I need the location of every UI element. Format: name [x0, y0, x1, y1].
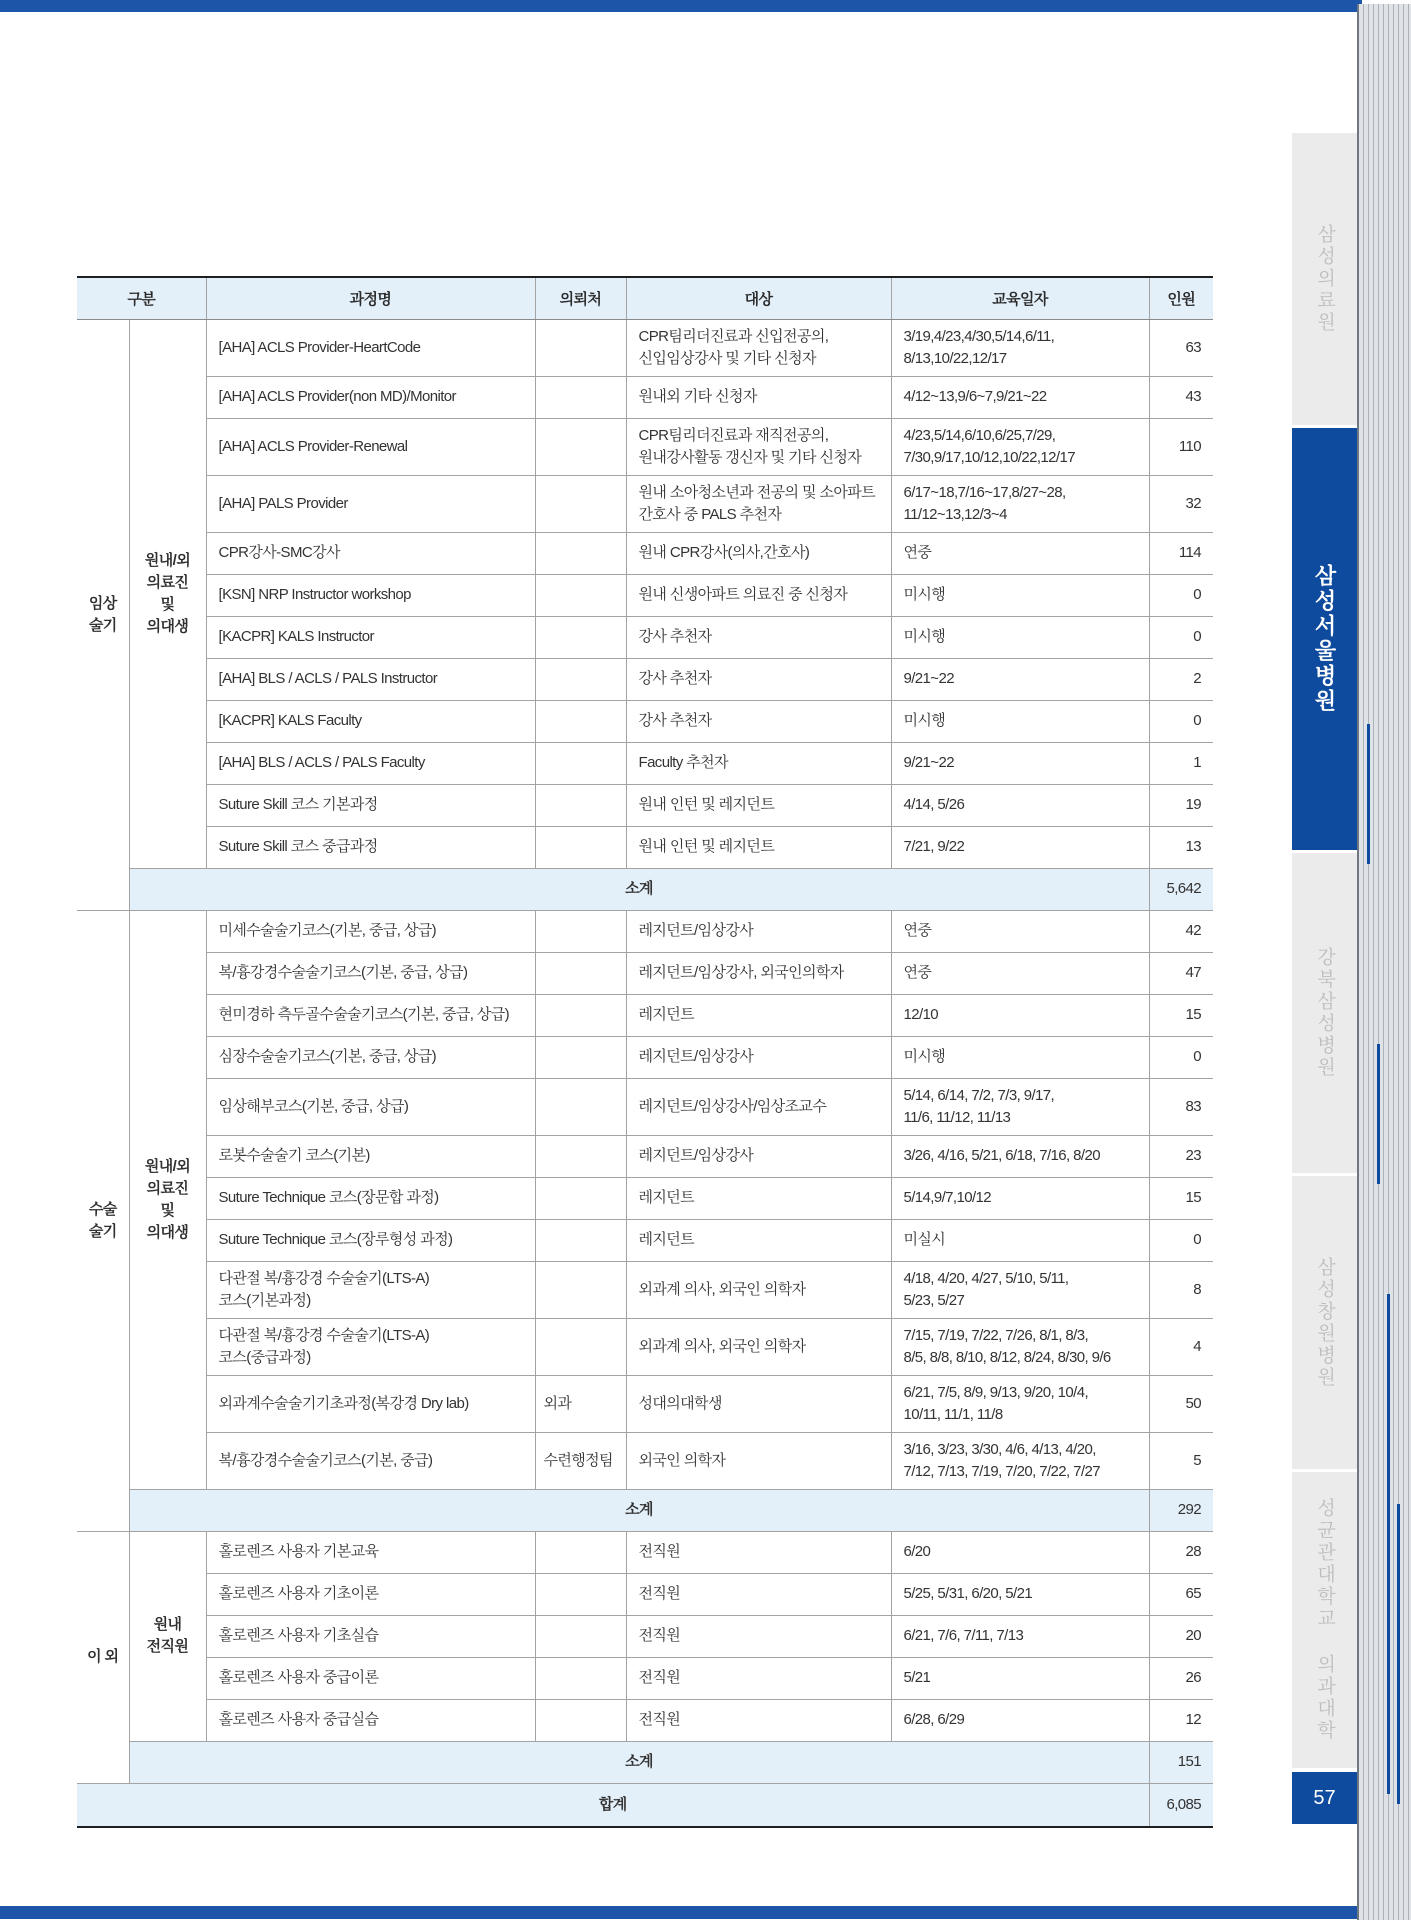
course-cell: 로봇수술술기 코스(기본) — [206, 1135, 535, 1177]
course-cell: [AHA] ACLS Provider-HeartCode — [206, 319, 535, 376]
count-cell: 65 — [1149, 1573, 1213, 1615]
requester-cell — [535, 1699, 626, 1741]
dates-cell: 12/10 — [891, 994, 1149, 1036]
target-cell: 외과계 의사, 외국인 의학자 — [626, 1318, 891, 1375]
side-tab-samsung-changwon-hospital — [1292, 1176, 1357, 1469]
course-cell: [KACPR] KALS Faculty — [206, 700, 535, 742]
course-cell: 홀로렌즈 사용자 기초이론 — [206, 1573, 535, 1615]
target-cell: 레지던트/임상강사 — [626, 1135, 891, 1177]
target-cell: 레지던트 — [626, 1219, 891, 1261]
target-cell: 원내 CPR강사(의사,간호사) — [626, 532, 891, 574]
table-row — [77, 742, 1213, 784]
side-tab-label: 강북삼성병원 — [1314, 947, 1335, 1079]
requester-cell — [535, 658, 626, 700]
table-row — [77, 658, 1213, 700]
category-cell: 이 외 — [77, 1531, 129, 1783]
table-row — [77, 1531, 1213, 1573]
table-row — [77, 574, 1213, 616]
table-row — [77, 1375, 1213, 1432]
dates-cell: 6/28, 6/29 — [891, 1699, 1149, 1741]
target-cell: 원내 소아청소년과 전공의 및 소아파트 간호사 중 PALS 추천자 — [626, 475, 891, 532]
count-cell: 15 — [1149, 1177, 1213, 1219]
table-row — [77, 319, 1213, 376]
dates-cell: 6/21, 7/6, 7/11, 7/13 — [891, 1615, 1149, 1657]
count-cell: 0 — [1149, 574, 1213, 616]
course-cell: Suture Technique 코스(장루형성 과정) — [206, 1219, 535, 1261]
subtotal-row — [77, 1741, 1213, 1783]
course-cell: 다관절 복/흉강경 수술술기(LTS-A) 코스(중급과정) — [206, 1318, 535, 1375]
requester-cell — [535, 1078, 626, 1135]
target-cell: 레지던트/임상강사 — [626, 1036, 891, 1078]
dates-cell: 4/23,5/14,6/10,6/25,7/29, 7/30,9/17,10/12,10/22,12/17 — [891, 418, 1149, 475]
target-cell: 전직원 — [626, 1657, 891, 1699]
side-tab-label: 삼성의료원 — [1314, 224, 1335, 334]
count-cell: 2 — [1149, 658, 1213, 700]
dates-cell: 미시행 — [891, 1036, 1149, 1078]
course-cell: [KSN] NRP Instructor workshop — [206, 574, 535, 616]
target-cell: 레지던트/임상강사/임상조교수 — [626, 1078, 891, 1135]
header-count: 인원 — [1149, 277, 1213, 319]
target-cell: 레지던트 — [626, 994, 891, 1036]
table-row — [77, 1078, 1213, 1135]
total-label: 합계 — [77, 1783, 1149, 1827]
header-category: 구분 — [77, 277, 206, 319]
requester-cell — [535, 1219, 626, 1261]
table-row — [77, 1135, 1213, 1177]
dates-cell: 연중 — [891, 532, 1149, 574]
side-tab-kangbuk-samsung-hospital — [1292, 853, 1357, 1173]
requester-cell — [535, 1573, 626, 1615]
table-row — [77, 1261, 1213, 1318]
side-tab-label: 성균관대학교 의과대학 — [1314, 1498, 1335, 1742]
dates-cell: 5/25, 5/31, 6/20, 5/21 — [891, 1573, 1149, 1615]
count-cell: 43 — [1149, 376, 1213, 418]
requester-cell — [535, 1318, 626, 1375]
table-row — [77, 376, 1213, 418]
side-tab-samsung-seoul-hospital — [1292, 428, 1357, 850]
target-cell: 원내 신생아파트 의료진 중 신청자 — [626, 574, 891, 616]
dates-cell: 5/14, 6/14, 7/2, 7/3, 9/17, 11/6, 11/12, 11/13 — [891, 1078, 1149, 1135]
edge-tab-marker — [1377, 1044, 1380, 1184]
header-dates: 교육일자 — [891, 277, 1149, 319]
requester-cell — [535, 1135, 626, 1177]
table-row — [77, 1432, 1213, 1489]
table-row — [77, 1573, 1213, 1615]
course-cell: Suture Technique 코스(장문합 과정) — [206, 1177, 535, 1219]
category-cell: 수술 술기 — [77, 910, 129, 1531]
requester-cell — [535, 1615, 626, 1657]
requester-cell — [535, 826, 626, 868]
requester-cell — [535, 1657, 626, 1699]
count-cell: 63 — [1149, 319, 1213, 376]
target-cell: 성대의대학생 — [626, 1375, 891, 1432]
dates-cell: 9/21~22 — [891, 658, 1149, 700]
count-cell: 50 — [1149, 1375, 1213, 1432]
edge-tab-marker — [1387, 1294, 1390, 1794]
top-blue-bar — [0, 0, 1362, 12]
count-cell: 19 — [1149, 784, 1213, 826]
count-cell: 110 — [1149, 418, 1213, 475]
table-row — [77, 1699, 1213, 1741]
course-cell: 임상해부코스(기본, 중급, 상급) — [206, 1078, 535, 1135]
table-row — [77, 994, 1213, 1036]
course-cell: 홀로렌즈 사용자 중급이론 — [206, 1657, 535, 1699]
target-cell: 전직원 — [626, 1531, 891, 1573]
table-row — [77, 475, 1213, 532]
requester-cell — [535, 475, 626, 532]
count-cell: 1 — [1149, 742, 1213, 784]
side-tab-label: 삼성서울병원 — [1312, 564, 1337, 714]
education-table — [77, 276, 1213, 1828]
bottom-blue-bar — [0, 1906, 1385, 1919]
requester-cell — [535, 952, 626, 994]
course-cell: 홀로렌즈 사용자 중급실습 — [206, 1699, 535, 1741]
dates-cell: 3/16, 3/23, 3/30, 4/6, 4/13, 4/20, 7/12, 7/13, 7/19, 7/20, 7/22, 7/27 — [891, 1432, 1149, 1489]
course-cell: [AHA] BLS / ACLS / PALS Faculty — [206, 742, 535, 784]
book-page-edge — [1357, 4, 1411, 1920]
course-cell: Suture Skill 코스 기본과정 — [206, 784, 535, 826]
count-cell: 5 — [1149, 1432, 1213, 1489]
table-row — [77, 700, 1213, 742]
category-cell: 임상 술기 — [77, 319, 129, 910]
target-cell: CPR팀리더진료과 신입전공의, 신입임상강사 및 기타 신청자 — [626, 319, 891, 376]
count-cell: 47 — [1149, 952, 1213, 994]
total-row — [77, 1783, 1213, 1827]
target-cell: 강사 추천자 — [626, 700, 891, 742]
dates-cell: 미시행 — [891, 700, 1149, 742]
target-cell: 원내외 기타 신청자 — [626, 376, 891, 418]
target-cell: 외과계 의사, 외국인 의학자 — [626, 1261, 891, 1318]
requester-cell — [535, 1261, 626, 1318]
course-cell: [AHA] BLS / ACLS / PALS Instructor — [206, 658, 535, 700]
dates-cell: 미실시 — [891, 1219, 1149, 1261]
count-cell: 0 — [1149, 700, 1213, 742]
dates-cell: 미시행 — [891, 574, 1149, 616]
count-cell: 83 — [1149, 1078, 1213, 1135]
edge-tab-marker — [1367, 724, 1370, 864]
dates-cell: 미시행 — [891, 616, 1149, 658]
target-cell: 전직원 — [626, 1573, 891, 1615]
subtotal-count: 5,642 — [1149, 868, 1213, 910]
requester-cell — [535, 742, 626, 784]
count-cell: 0 — [1149, 616, 1213, 658]
count-cell: 0 — [1149, 1219, 1213, 1261]
requester-cell — [535, 532, 626, 574]
table-row — [77, 1219, 1213, 1261]
side-tab-label: 삼성창원병원 — [1314, 1256, 1335, 1389]
requester-cell: 수련행정팀 — [535, 1432, 626, 1489]
dates-cell: 6/21, 7/5, 8/9, 9/13, 9/20, 10/4, 10/11, 11/1, 11/8 — [891, 1375, 1149, 1432]
target-cell: 전직원 — [626, 1615, 891, 1657]
count-cell: 20 — [1149, 1615, 1213, 1657]
count-cell: 28 — [1149, 1531, 1213, 1573]
course-cell: [AHA] ACLS Provider(non MD)/Monitor — [206, 376, 535, 418]
count-cell: 12 — [1149, 1699, 1213, 1741]
header-requester: 의뢰처 — [535, 277, 626, 319]
requester-cell — [535, 1531, 626, 1573]
target-cell: 전직원 — [626, 1699, 891, 1741]
table-row — [77, 1615, 1213, 1657]
course-cell: [AHA] ACLS Provider-Renewal — [206, 418, 535, 475]
table-row — [77, 826, 1213, 868]
requester-cell — [535, 910, 626, 952]
dates-cell: 9/21~22 — [891, 742, 1149, 784]
dates-cell: 연중 — [891, 910, 1149, 952]
table-row — [77, 910, 1213, 952]
count-cell: 4 — [1149, 1318, 1213, 1375]
target-cell: 강사 추천자 — [626, 616, 891, 658]
target-cell: 레지던트/임상강사, 외국인의학자 — [626, 952, 891, 994]
target-cell: 원내 인턴 및 레지던트 — [626, 826, 891, 868]
header-target: 대상 — [626, 277, 891, 319]
count-cell: 114 — [1149, 532, 1213, 574]
requester-cell — [535, 700, 626, 742]
subtotal-label: 소계 — [129, 1741, 1149, 1783]
side-tab-samsung-medical-center — [1292, 133, 1357, 425]
requester-cell — [535, 574, 626, 616]
dates-cell: 5/14,9/7,10/12 — [891, 1177, 1149, 1219]
count-cell: 26 — [1149, 1657, 1213, 1699]
table-row — [77, 784, 1213, 826]
table-row — [77, 1318, 1213, 1375]
total-count: 6,085 — [1149, 1783, 1213, 1827]
course-cell: [KACPR] KALS Instructor — [206, 616, 535, 658]
course-cell: 홀로렌즈 사용자 기본교육 — [206, 1531, 535, 1573]
target-cell: 레지던트/임상강사 — [626, 910, 891, 952]
table-row — [77, 616, 1213, 658]
course-cell: [AHA] PALS Provider — [206, 475, 535, 532]
target-cell: Faculty 추천자 — [626, 742, 891, 784]
count-cell: 0 — [1149, 1036, 1213, 1078]
subtotal-row — [77, 868, 1213, 910]
group-cell: 원내/외 의료진 및 의대생 — [129, 319, 206, 868]
count-cell: 13 — [1149, 826, 1213, 868]
count-cell: 15 — [1149, 994, 1213, 1036]
dates-cell: 4/12~13,9/6~7,9/21~22 — [891, 376, 1149, 418]
course-cell: 다관절 복/흉강경 수술술기(LTS-A) 코스(기본과정) — [206, 1261, 535, 1318]
dates-cell: 연중 — [891, 952, 1149, 994]
group-cell: 원내/외 의료진 및 의대생 — [129, 910, 206, 1489]
header-course: 과정명 — [206, 277, 535, 319]
dates-cell: 6/17~18,7/16~17,8/27~28, 11/12~13,12/3~4 — [891, 475, 1149, 532]
requester-cell — [535, 1177, 626, 1219]
course-cell: 외과계수술술기기초과정(복강경 Dry lab) — [206, 1375, 535, 1432]
course-cell: 복/흉강경수술술기코스(기본, 중급) — [206, 1432, 535, 1489]
count-cell: 23 — [1149, 1135, 1213, 1177]
course-cell: 복/흉강경수술술기코스(기본, 중급, 상급) — [206, 952, 535, 994]
table-body — [77, 319, 1213, 1827]
table-row — [77, 1657, 1213, 1699]
subtotal-row — [77, 1489, 1213, 1531]
course-cell: CPR강사-SMC강사 — [206, 532, 535, 574]
table-row — [77, 1036, 1213, 1078]
target-cell: 원내 인턴 및 레지던트 — [626, 784, 891, 826]
table-row — [77, 1177, 1213, 1219]
course-cell: Suture Skill 코스 중급과정 — [206, 826, 535, 868]
dates-cell: 3/19,4/23,4/30,5/14,6/11, 8/13,10/22,12/17 — [891, 319, 1149, 376]
dates-cell: 7/21, 9/22 — [891, 826, 1149, 868]
table-row — [77, 952, 1213, 994]
dates-cell: 4/14, 5/26 — [891, 784, 1149, 826]
group-cell: 원내 전직원 — [129, 1531, 206, 1741]
subtotal-count: 151 — [1149, 1741, 1213, 1783]
subtotal-label: 소계 — [129, 868, 1149, 910]
header-row — [77, 277, 1213, 319]
table-row — [77, 418, 1213, 475]
requester-cell — [535, 418, 626, 475]
requester-cell — [535, 1036, 626, 1078]
target-cell: 외국인 의학자 — [626, 1432, 891, 1489]
subtotal-count: 292 — [1149, 1489, 1213, 1531]
course-cell: 심장수술술기코스(기본, 중급, 상급) — [206, 1036, 535, 1078]
table-row — [77, 532, 1213, 574]
target-cell: 강사 추천자 — [626, 658, 891, 700]
side-tab-skku-medicine — [1292, 1472, 1357, 1768]
requester-cell — [535, 616, 626, 658]
requester-cell — [535, 319, 626, 376]
dates-cell: 5/21 — [891, 1657, 1149, 1699]
count-cell: 8 — [1149, 1261, 1213, 1318]
requester-cell — [535, 994, 626, 1036]
dates-cell: 3/26, 4/16, 5/21, 6/18, 7/16, 8/20 — [891, 1135, 1149, 1177]
course-cell: 미세수술술기코스(기본, 중급, 상급) — [206, 910, 535, 952]
course-cell: 홀로렌즈 사용자 기초실습 — [206, 1615, 535, 1657]
course-cell: 현미경하 측두골수술술기코스(기본, 중급, 상급) — [206, 994, 535, 1036]
dates-cell: 4/18, 4/20, 4/27, 5/10, 5/11, 5/23, 5/27 — [891, 1261, 1149, 1318]
page-number: 57 — [1292, 1772, 1357, 1824]
target-cell: CPR팀리더진료과 재직전공의, 원내강사활동 갱신자 및 기타 신청자 — [626, 418, 891, 475]
count-cell: 42 — [1149, 910, 1213, 952]
requester-cell — [535, 784, 626, 826]
subtotal-label: 소계 — [129, 1489, 1149, 1531]
target-cell: 레지던트 — [626, 1177, 891, 1219]
edge-tab-marker — [1397, 1504, 1400, 1804]
count-cell: 32 — [1149, 475, 1213, 532]
requester-cell: 외과 — [535, 1375, 626, 1432]
dates-cell: 7/15, 7/19, 7/22, 7/26, 8/1, 8/3, 8/5, 8/8, 8/10, 8/12, 8/24, 8/30, 9/6 — [891, 1318, 1149, 1375]
dates-cell: 6/20 — [891, 1531, 1149, 1573]
requester-cell — [535, 376, 626, 418]
